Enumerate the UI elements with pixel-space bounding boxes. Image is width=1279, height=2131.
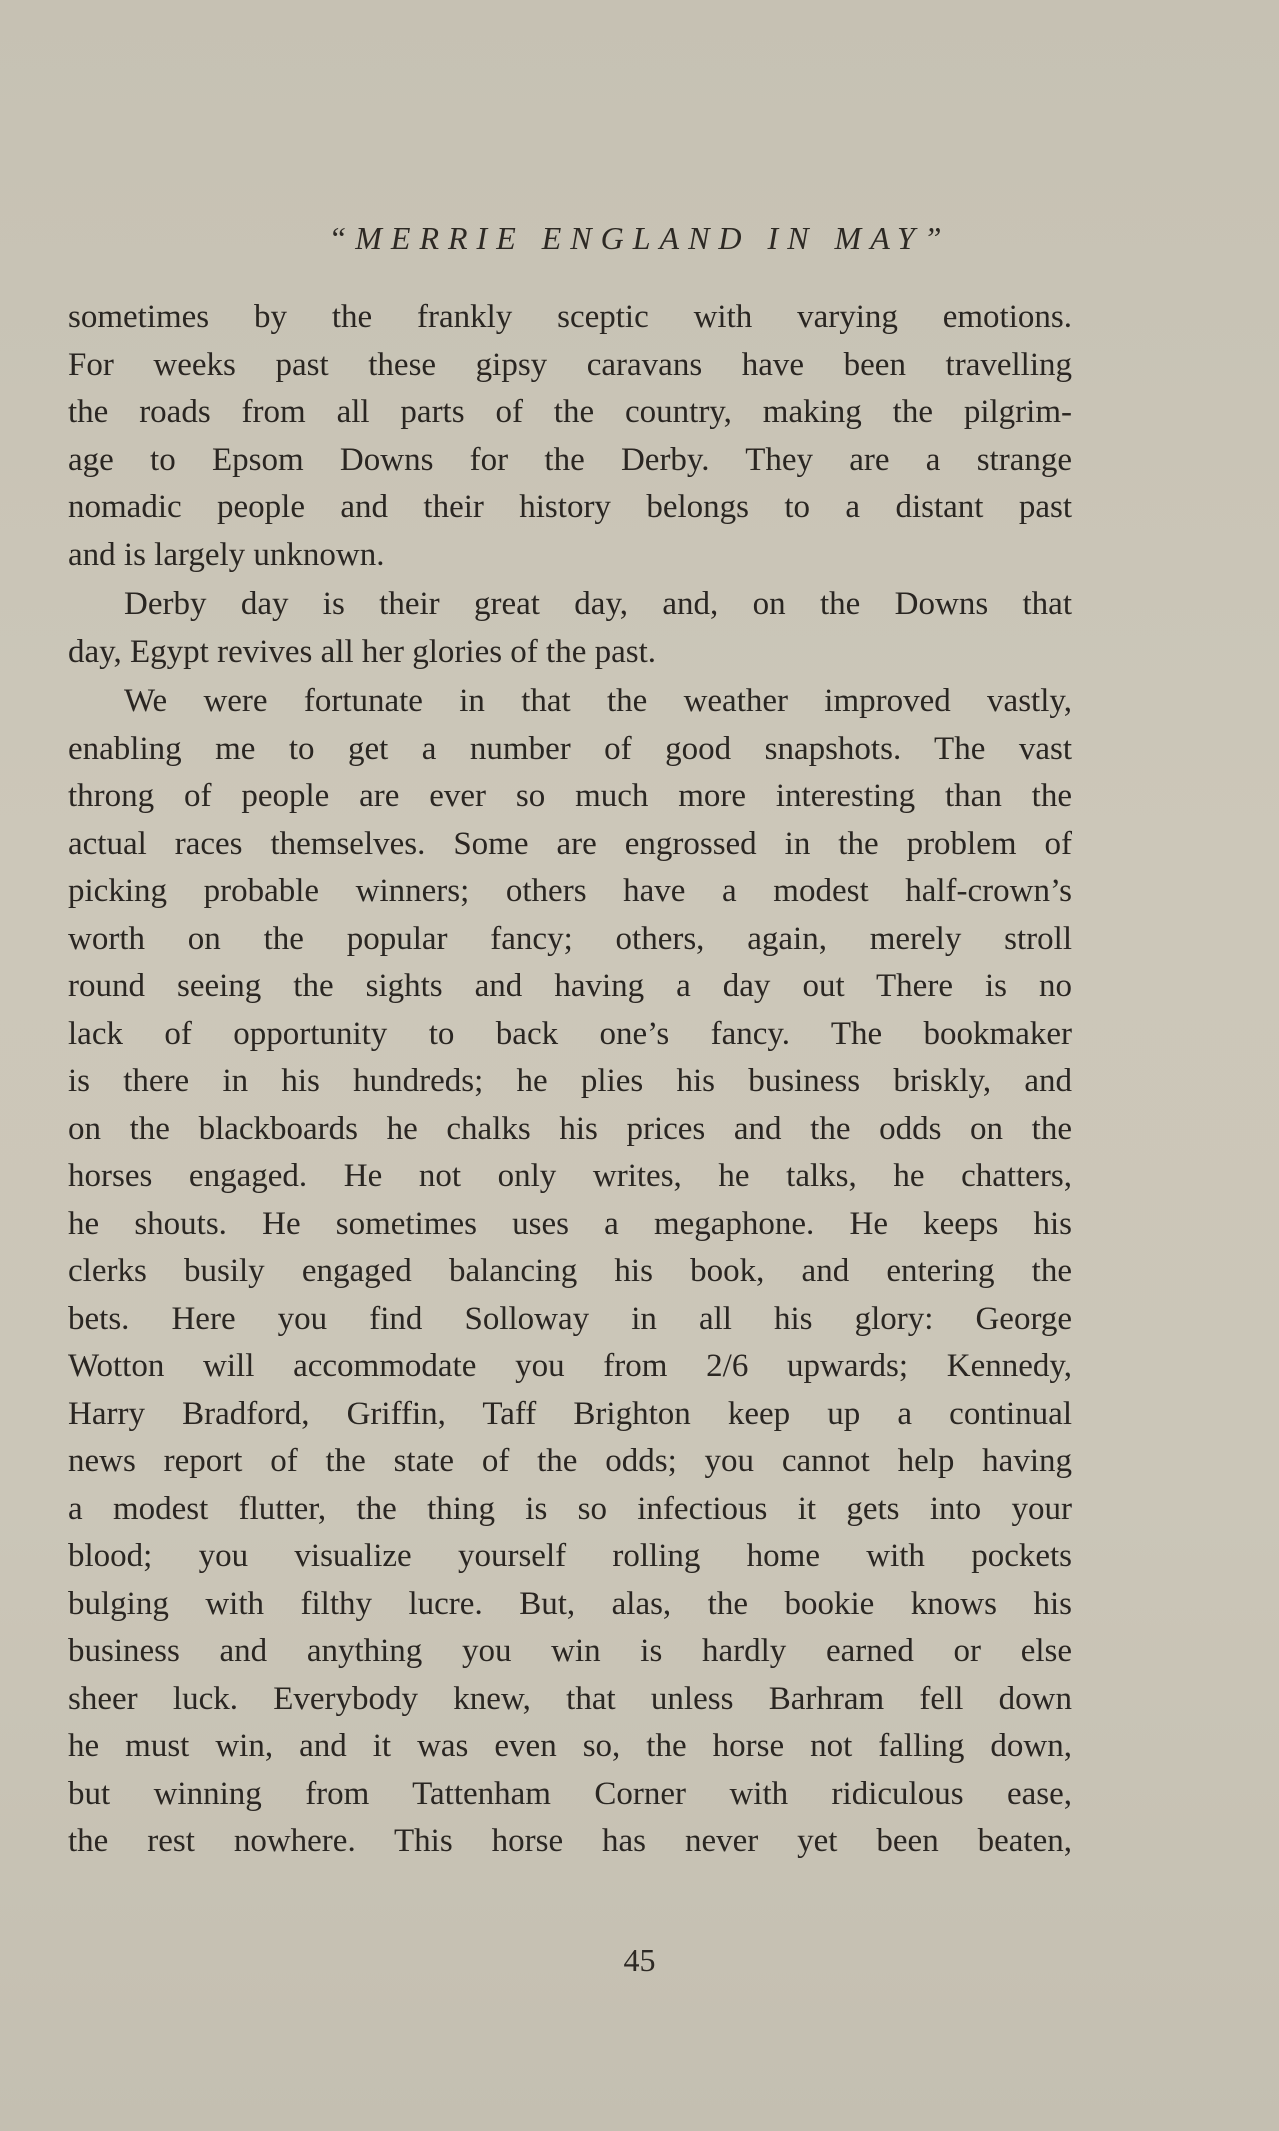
text-line: Harry Bradford, Griffin, Taff Brighton keep up a continual: [68, 1395, 1072, 1432]
paragraph-2: [68, 581, 1072, 676]
text-line: business and anything you win is hardly earned or else: [68, 1633, 1072, 1669]
text-line: lack of opportunity to back one’s fancy. The bookmaker: [68, 1015, 1072, 1052]
text-line: is there in his hundreds; he plies his business briskly, and: [68, 1063, 1072, 1099]
text-line: news report of the state of the odds; you cannot help having: [68, 1443, 1072, 1479]
text-line: Derby day is their great day, and, on the Downs that: [124, 586, 1072, 622]
text-line: actual races themselves. Some are engrossed in the problem of: [68, 825, 1072, 862]
paragraph-3: [68, 678, 1072, 1866]
text-line: but winning from Tattenham Corner with ridiculous ease,: [68, 1775, 1072, 1812]
text-line: nomadic people and their history belongs to a distant past: [68, 489, 1072, 525]
text-line: he shouts. He sometimes uses a megaphone. He keeps his: [68, 1205, 1072, 1242]
text-line: We were fortunate in that the weather improved vastly,: [124, 683, 1072, 719]
text-line: round seeing the sights and having a day out There is no: [68, 968, 1072, 1004]
text-line: blood; you visualize yourself rolling home with pockets: [68, 1538, 1072, 1574]
text-line: sheer luck. Everybody knew, that unless Barhram fell down: [68, 1680, 1072, 1717]
text-line: enabling me to get a number of good snapshots. The vast: [68, 730, 1072, 767]
text-line: a modest flutter, the thing is so infectious it gets into your: [68, 1490, 1072, 1527]
text-line: and is largely unknown.: [68, 536, 385, 573]
text-line: he must win, and it was even so, the horse not falling down,: [68, 1728, 1072, 1764]
text-line: sometimes by the frankly sceptic with varying emotions.: [68, 299, 1072, 335]
text-line: bets. Here you find Solloway in all his glory: George: [68, 1300, 1072, 1337]
text-line: clerks busily engaged balancing his book, and entering the: [68, 1253, 1072, 1289]
text-line: throng of people are ever so much more interesting than the: [68, 778, 1072, 814]
text-line: horses engaged. He not only writes, he talks, he chatters,: [68, 1158, 1072, 1194]
running-head: “MERRIE ENGLAND IN MAY”: [328, 220, 951, 256]
text-line: bulging with filthy lucre. But, alas, the bookie knows his: [68, 1585, 1072, 1622]
text-line: the rest nowhere. This horse has never yet been beaten,: [68, 1823, 1072, 1859]
text-line: age to Epsom Downs for the Derby. They are a strange: [68, 441, 1072, 478]
text-line: on the blackboards he chalks his prices and the odds on the: [68, 1110, 1072, 1147]
text-line: the roads from all parts of the country, making the pilgrim-: [68, 394, 1072, 430]
body-text: [68, 294, 1072, 1866]
text-line: picking probable winners; others have a modest half-crown’s: [68, 873, 1072, 909]
paragraph-1: [68, 294, 1072, 579]
text-line: worth on the popular fancy; others, again, merely stroll: [68, 920, 1072, 957]
text-line: day, Egypt revives all her glories of the past.: [68, 633, 657, 670]
text-line: For weeks past these gipsy caravans have been travelling: [68, 346, 1072, 383]
page-number: 45: [623, 1942, 656, 1978]
text-line: Wotton will accommodate you from 2/6 upwards; Kennedy,: [68, 1348, 1072, 1384]
